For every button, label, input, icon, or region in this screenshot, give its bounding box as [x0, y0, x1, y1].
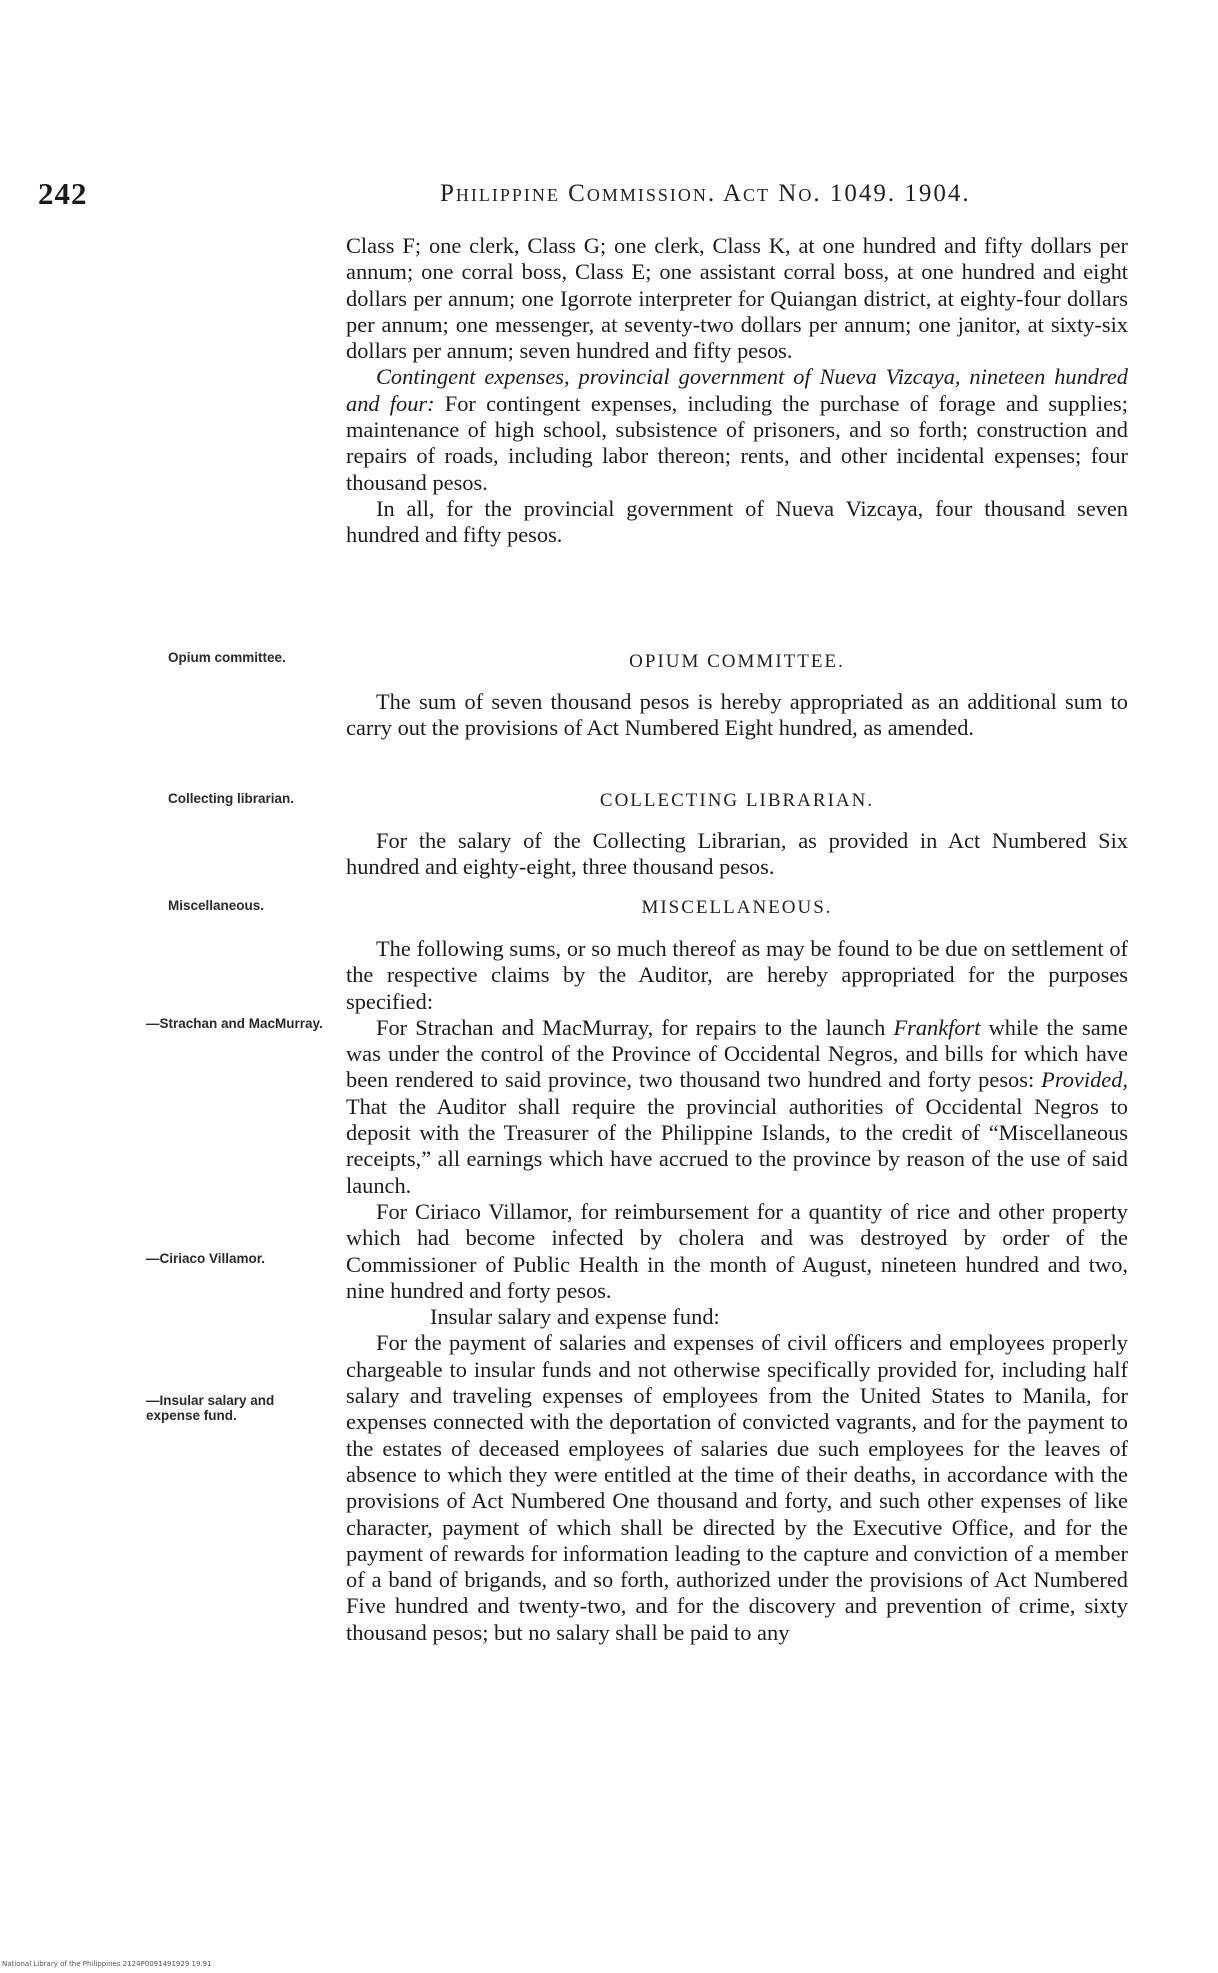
paragraph-insular-fund: For the payment of salaries and expenses of civil officers and employees properly chargeable to insular funds and not otherwise specifically provided for, including half salary and traveling expenses of employees from the United States to Manila, for expenses connected with the deportation of convicted vagrants, and for the payment to the estates of deceased employees of salaries due such employees for the leaves of absence to which they were entitled at the time of their deaths, in accordance with the provisions of Act Numbered One thousand and forty, and such other expenses of like character, payment of which shall be directed by the Executive Office, and for the payment of rewards for information leading to the capture and conviction of a member of a band of brigands, and so forth, authorized under the provisions of Act Numbered Five hundred and twenty-two, and for the discovery and prevention of crime, sixty thousand pesos; but no salary shall be paid to any: [346, 1330, 1128, 1645]
paragraph-following-sums: The following sums, or so much thereof as may be found to be due on settlement of the respective claims by the Auditor, are hereby appropriated for the purposes specified:: [346, 936, 1128, 1014]
strachan-text-b: while the same was under the control of the Province of Occidental Negros, and bills for which have been rendered to said province, two thousand two hundred and forty pesos:: [346, 1014, 1128, 1093]
heading-collecting-librarian: COLLECTING LIBRARIAN.: [599, 790, 875, 811]
heading-opium-committee: OPIUM COMMITTEE.: [629, 651, 845, 672]
paragraph-librarian: For the salary of the Collecting Librarian, as provided in Act Numbered Six hundred and eighty-eight, three thousand pesos.: [346, 828, 1128, 880]
contingent-expenses-italic: Contingent expenses, provincial government of Nueva Vizcaya, nineteen hundred and four:: [346, 364, 1128, 416]
body-block-miscellaneous: [346, 936, 1128, 1646]
paragraph-insular-fund-title: Insular salary and expense fund:: [430, 1304, 720, 1330]
footer-stamp: National Library of the Philippines 2124P0091491929 19.91: [2, 1960, 212, 1968]
contingent-expenses-text: For contingent expenses, including the purchase of forage and supplies; maintenance of high school, subsistence of prisoners, and so forth; construction and repairs of roads, including labor thereon; rents, and other incidental expenses; four thousand pesos.: [346, 390, 1128, 495]
strachan-text-a: For Strachan and MacMurray, for repairs to the launch: [376, 1014, 894, 1040]
paragraph-opium: The sum of seven thousand pesos is hereby appropriated as an additional sum to carry out the provisions of Act Numbered Eight hundred, as amended.: [346, 689, 1128, 741]
strachan-provided: Provided,: [1041, 1067, 1128, 1093]
side-note-opium-committee: Opium committee.: [168, 650, 286, 665]
body-block-opium: [346, 689, 1128, 742]
page-number: 242: [38, 176, 88, 211]
paragraph-strachan: [346, 1015, 1128, 1199]
side-note-miscellaneous: Miscellaneous.: [168, 898, 265, 913]
paragraph-contingent-expenses: [346, 364, 1128, 495]
side-note-insular-fund: —Insular salary and expense fund.: [146, 1393, 275, 1423]
side-note-collecting-librarian: Collecting librarian.: [168, 791, 295, 806]
paragraph-class-clerks: Class F; one clerk, Class G; one clerk, Class K, at one hundred and fifty dollars per annum; one corral boss, Class E; one assistant corral boss, at one hundred and eight dollars per annum; one Igorrote interpreter for Quiangan district, at eighty-four dollars per annum; one messenger, at seventy-two dollars per annum; one janitor, at sixty-six dollars per annum; seven hundred and fifty pesos.: [346, 233, 1128, 364]
running-head: Philippine Commission. Act No. 1049. 1904.: [440, 180, 971, 207]
side-note-villamor: —Ciriaco Villamor.: [146, 1251, 266, 1266]
heading-miscellaneous: MISCELLANEOUS.: [641, 897, 833, 918]
paragraph-villamor: For Ciriaco Villamor, for reimbursement for a quantity of rice and other property which had become infected by cholera and was destroyed by order of the Commissioner of Public Health in the month of August, nineteen hundred and two, nine hundred and forty pesos.: [346, 1198, 1128, 1303]
paragraph-in-all: In all, for the provincial government of Nueva Vizcaya, four thousand seven hundred and fifty pesos.: [346, 495, 1128, 548]
strachan-launch-name: Frankfort: [893, 1014, 981, 1040]
side-note-strachan: —Strachan and MacMurray.: [146, 1016, 323, 1031]
body-block-nueva-vizcaya: [346, 233, 1128, 549]
body-block-librarian: [346, 828, 1128, 881]
strachan-text-c: That the Auditor shall require the provincial authorities of Occidental Negros to deposit with the Treasurer of the Philippine Islands, to the credit of “Miscellaneous receipts,” all earnings which have accrued to the province by reason of the use of said launch.: [346, 1093, 1128, 1198]
